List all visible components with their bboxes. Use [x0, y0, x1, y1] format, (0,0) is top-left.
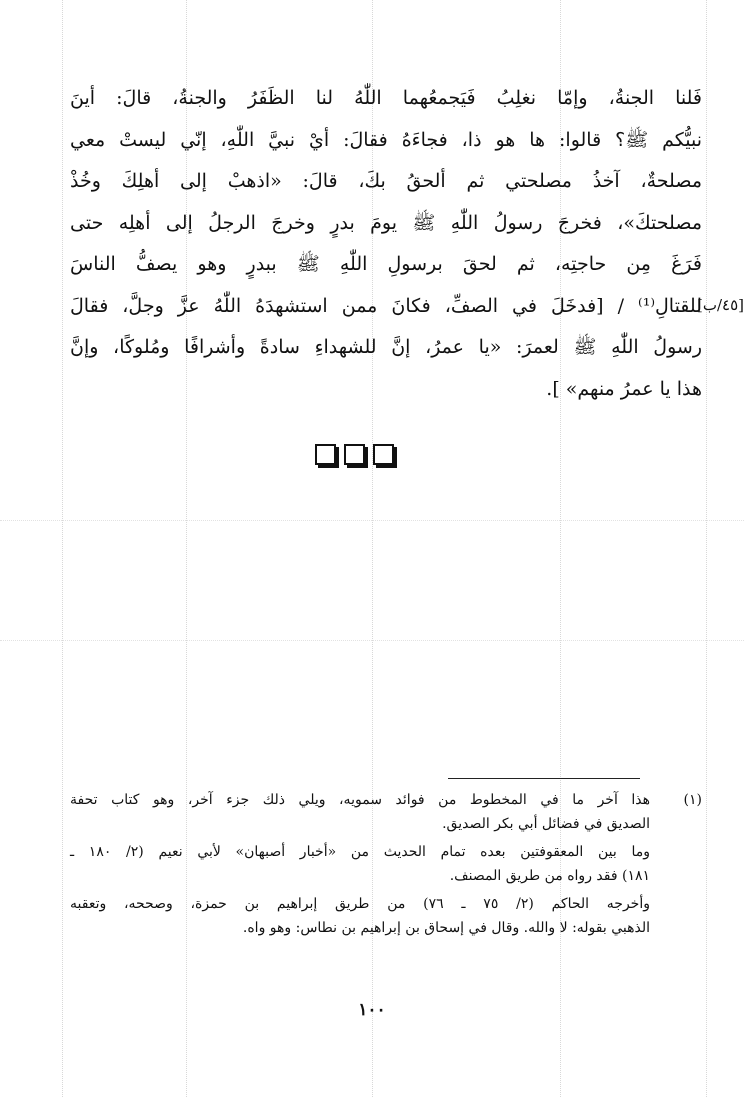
text-line: هذا يا عمرُ منهم» ].	[546, 377, 702, 400]
footnote-number: (١)	[683, 792, 702, 808]
footnote-line: وما بين المعقوفتين بعده تمام الحديث من «أخبار أصبهان» لأبي نعيم (٢/ ١٨٠ ـ	[70, 844, 650, 860]
scan-guide-line	[62, 0, 63, 1097]
text-line: فَلنا الجنةُ، وإمّا نغلِبُ فَيَجمعُهما اللّٰهُ لنا الظَفَرُ والجنةُ، قالَ: أينَ	[70, 87, 702, 109]
text-line: رسولُ اللّٰهِ ﷺ لعمرَ: «يا عمرُ، إنَّ للشهداءِ سادةً وأشرافًا ومُلوكًا، وإنَّ	[70, 336, 702, 358]
footnote-separator	[448, 778, 640, 779]
footnote-1	[70, 788, 702, 836]
text-line: للقتالِ⁽¹⁾ / [فدخَلَ في الصفِّ، فكانَ ممن استشهدَهُ اللّٰهُ عزَّ وجلَّ، فقالَ	[70, 294, 702, 317]
page-number: ١٠٠	[358, 1000, 386, 1020]
text-line: مصلحةٌ، آخذُ مصلحتي ثم ألحقُ بكَ، قالَ: «اذهبْ إلى أهلِكَ وخُذْ	[70, 170, 702, 192]
ornament-square-icon	[344, 444, 365, 465]
footnote-paragraph	[70, 892, 702, 940]
folio-marker: [٤٥/ب]	[696, 296, 744, 314]
text-line: مصلحتكَ»، فخرجَ رسولُ اللّٰهِ ﷺ يومَ بدرٍ وخرجَ الرجلُ إلى أهلِه حتى	[70, 211, 702, 234]
ornament-square-icon	[373, 444, 394, 465]
footnotes-section	[70, 788, 702, 944]
scan-guide-line	[706, 0, 707, 1097]
footnote-line: هذا آخر ما في المخطوط من فوائد سمويه، ويلي ذلك جزء آخر، وهو كتاب تحفة	[70, 792, 650, 808]
footnote-line: الصديق في فضائل أبي بكر الصديق.	[442, 816, 650, 832]
text-line: فَرَغَ مِن حاجتِه، ثم لحقَ برسولِ اللّٰهِ ﷺ ببدرٍ وهو يصفُّ الناسَ	[70, 253, 702, 275]
section-ornament	[315, 444, 394, 465]
footnote-line: ١٨١) فقد رواه من طريق المصنف.	[449, 868, 650, 884]
scan-guide-line	[0, 640, 744, 641]
footnote-line: الذهبي بقوله: لا والله. وقال في إسحاق بن إبراهيم بن نطاس: وهو واه.	[242, 920, 650, 936]
footnote-paragraph	[70, 840, 702, 888]
text-line: نبيُّكم ﷺ؟ قالوا: ها هو ذا، فجاءَهُ فقالَ: أيْ نبيَّ اللّٰهِ، إنّي ليستْ معي	[70, 128, 702, 151]
ornament-square-icon	[315, 444, 336, 465]
scan-guide-line	[0, 520, 744, 521]
footnote-line: وأخرجه الحاكم (٢/ ٧٥ ـ ٧٦) من طريق إبراهيم بن حمزة، وصححه، وتعقبه	[70, 896, 650, 912]
main-text-block	[70, 78, 702, 410]
